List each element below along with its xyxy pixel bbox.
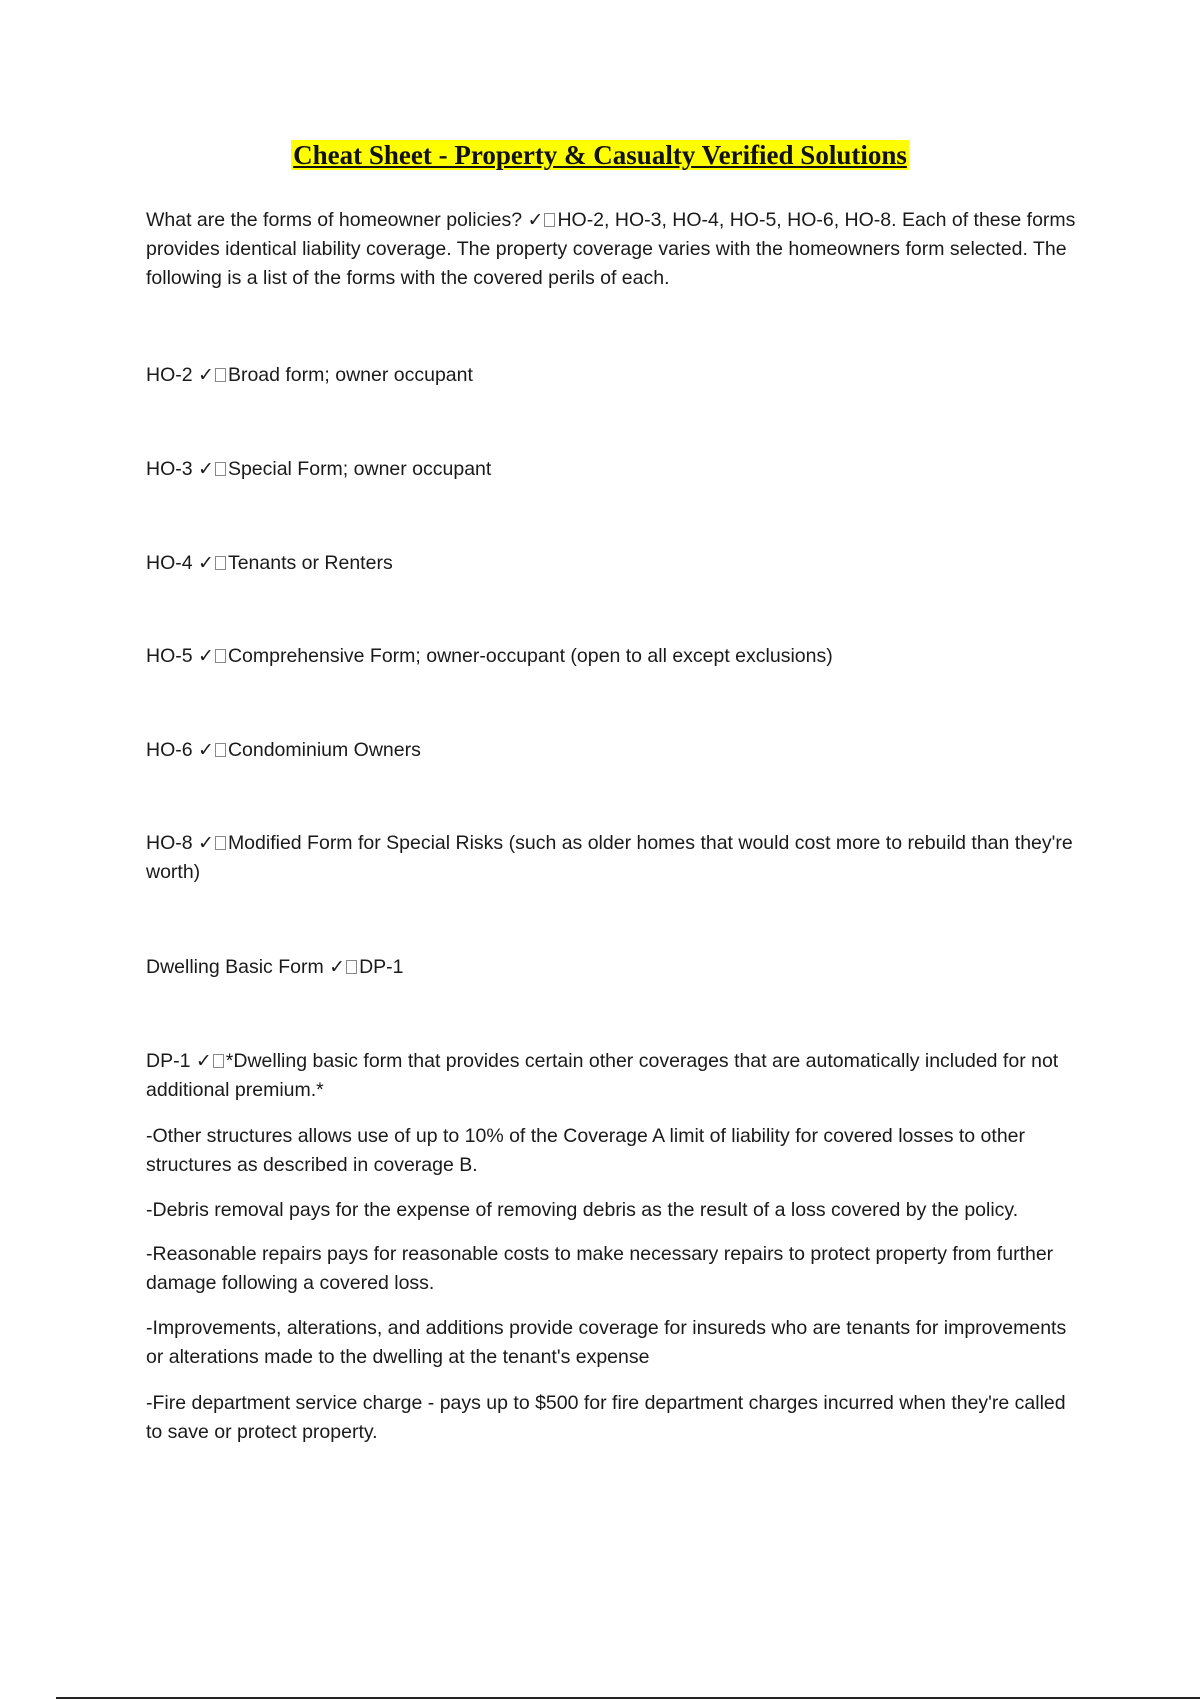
qa-term: HO-3 <box>146 458 193 480</box>
qa-term: HO-6 <box>146 739 193 761</box>
checkbox-icon <box>215 368 226 382</box>
checkbox-icon <box>215 649 226 663</box>
detail-paragraph: -Improvements, alterations, and additions provide coverage for insureds who are tenants for improvements or alterations made to the dwelling at the tenant's expense <box>146 1317 1067 1368</box>
dp1-detail-4 <box>146 1314 1086 1372</box>
check-icon: ✓ <box>198 645 214 667</box>
qa-answer: DP-1 <box>359 956 404 978</box>
check-icon: ✓ <box>195 1050 212 1072</box>
qa-item-dp1 <box>146 1047 1086 1105</box>
checkbox-icon <box>213 1054 224 1068</box>
checkbox-icon <box>215 743 226 757</box>
detail-paragraph: -Debris removal pays for the expense of removing debris as the result of a loss covered by the policy. <box>146 1199 1019 1221</box>
dp1-detail-1 <box>146 1122 1086 1180</box>
qa-item-ho5 <box>146 642 1086 671</box>
checkbox-icon <box>215 556 226 570</box>
dp1-detail-2 <box>146 1196 1086 1225</box>
qa-answer: Special Form; owner occupant <box>227 458 492 480</box>
check-icon: ✓ <box>198 458 214 480</box>
qa-item-ho2 <box>146 361 1086 390</box>
check-icon: ✓ <box>198 552 214 574</box>
detail-paragraph: -Other structures allows use of up to 10% of the Coverage A limit of liability for covered losses to other structures as described in coverage B. <box>146 1125 1026 1176</box>
intro-block <box>146 206 1086 293</box>
checkbox-icon <box>544 213 555 227</box>
qa-item-ho3 <box>146 455 1086 484</box>
checkbox-icon <box>346 960 357 974</box>
intro-answer: HO-2, HO-3, HO-4, HO-5, HO-6, HO-8. Each of these forms provides identical liability coverage. The property coverage varies with the homeowners form selected. The following is a list of the forms with the covered perils of each. <box>146 209 1076 289</box>
qa-item-ho8 <box>146 829 1086 887</box>
qa-item-ho6 <box>146 736 1086 765</box>
bottom-divider <box>56 1697 1200 1699</box>
dp1-detail-5 <box>146 1389 1086 1447</box>
qa-term: HO-8 <box>146 832 193 854</box>
qa-answer: Broad form; owner occupant <box>227 364 473 386</box>
qa-item-ho4 <box>146 549 1086 578</box>
qa-item-dwelling-basic <box>146 953 1086 982</box>
dp1-detail-3 <box>146 1240 1086 1298</box>
title-wrap <box>0 140 1200 171</box>
qa-answer: Modified Form for Special Risks (such as older homes that would cost more to rebuild than they're worth) <box>146 832 1073 883</box>
detail-paragraph: -Fire department service charge - pays up to $500 for fire department charges incurred when they're called to save or protect property. <box>146 1392 1066 1443</box>
checkbox-icon <box>215 462 226 476</box>
check-icon: ✓ <box>198 739 214 761</box>
qa-term: HO-5 <box>146 645 193 667</box>
check-icon: ✓ <box>329 956 346 978</box>
check-icon: ✓ <box>527 209 544 231</box>
qa-term: HO-2 <box>146 364 193 386</box>
check-icon: ✓ <box>198 832 214 854</box>
intro-question: What are the forms of homeowner policies? <box>146 209 523 231</box>
qa-answer: *Dwelling basic form that provides certain other coverages that are automatically included for not additional premium.* <box>146 1050 1059 1101</box>
check-icon: ✓ <box>198 364 214 386</box>
checkbox-icon <box>215 836 226 850</box>
qa-answer: Comprehensive Form; owner-occupant (open to all except exclusions) <box>227 645 833 667</box>
qa-answer: Condominium Owners <box>227 739 421 761</box>
qa-answer: Tenants or Renters <box>227 552 393 574</box>
intro-paragraph <box>146 206 1086 293</box>
page-title: Cheat Sheet - Property & Casualty Verified Solutions <box>293 140 907 170</box>
qa-term: DP-1 <box>146 1050 191 1072</box>
qa-term: HO-4 <box>146 552 193 574</box>
qa-term: Dwelling Basic Form <box>146 956 324 978</box>
detail-paragraph: -Reasonable repairs pays for reasonable costs to make necessary repairs to protect property from further damage following a covered loss. <box>146 1243 1054 1294</box>
